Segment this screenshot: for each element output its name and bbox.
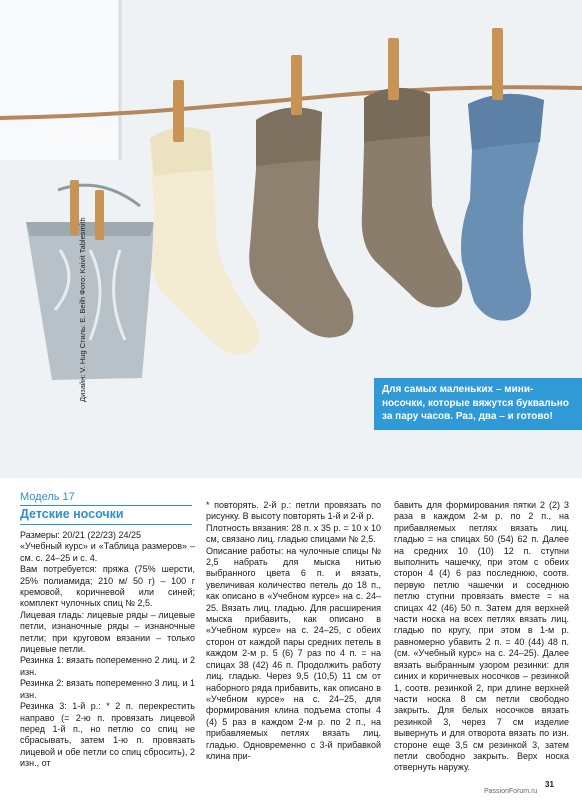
paragraph: бавить для формирования пятки 2 (2) 3 раза в каждом 2-м р. по 2 п., на прибавляемых петлях вязать лиц. гладью = на спицах 50 (54) 62 п. Далее на средних 10 (10) 12 п. ступни выполнить чашечку, при этом с обеих сторон 4 (4) 6 раз последнюю, соотв. первую петлю чашечки и соседнюю петлю ступни провязать вместе = на спицах 42 (46) 50 п. Затем для верхней части носка на всех петлях вязать лиц. гладью по кругу, при этом в 1-м р. равномерно убавить 2 п. = 40 (44) 48 п. (см. «Учебный курс» на с. 24–25). Далее вязать выбранным узором резинки: для синих и коричневых носочков – резинкой 1, соотв. резинкой 2, при длине верхней части носка 8 см петли свободно закрыть. Для белых носочков вязать резинкой 3, через 7 см изделие вывернуть и для отворота вязать по изн. стороне еще 3,5 см резинкой 3, затем петли свободно закрыть. Верх носка отвернуть наружу. (394, 500, 569, 773)
photo-caption: Для самых маленьких – мини-носочки, которые вяжутся буквально за пару часов. Раз, два – и готово! (374, 378, 582, 430)
paragraph: Резинка 1: вязать попеременно 2 лиц. и 2 изн. (20, 655, 195, 677)
paragraph: * повторять. 2-й р.: петли провязать по рисунку. В высоту повторять 1-й и 2-й р. (206, 500, 381, 522)
title-divider-bottom (20, 524, 192, 525)
paragraph: Плотность вязания: 28 п. х 35 р. = 10 х 10 см, связано лиц. гладью спицами № 2,5. (206, 522, 381, 545)
watermark: PassionForum.ru (484, 788, 538, 795)
paragraph: Описание работы: на чулочные спицы № 2,5 набрать для мыска нитью выбранного цвета 6 п. и вязать, увеличивая количество петель до 18 п., как описано в «Учебном курсе» на с. 24–25. Вязать лиц. гладью. Для расширения мыска прибавить, как описано в «Учебном курсе» на с. 24–25, с обеих сторон от каждой пары средних петель в каждом 2-м р. 5 (6) 7 раз по 4 п. = на спицах 38 (42) 46 п. Продолжить работу лиц. гладью. Через 9,5 (10,5) 11 см от наборного ряда прибавить, как описано в «Учебном курсе» на с. 24–25, для формирования клина подъема стопы 4 (4) 5 раз в каждом 2-м р. по 2 п., на прибавляемых петлях вязать лиц. гладью. Одновременно с 3-й прибавкой клина при- (206, 545, 381, 761)
paragraph: Вам потребуется: пряжа (75% шерсти, 25% полиамида; 210 м/ 50 г) – 100 г кремовой, коричневой или синей; комплект чулочных спиц № 2,5. (20, 564, 195, 609)
column-3 (394, 500, 569, 774)
article-title: Детские носочки (20, 507, 124, 521)
paragraph: «Учебный курс» и «Таблица размеров» – см. с. 24–25 и с. 4. (20, 541, 195, 563)
paragraph: Лицевая гладь: лицевые ряды – лицевые петли, изнаночные ряды – изнаночные петли; при круговом вязании – только лицевые петли. (20, 609, 195, 655)
paragraph: Размеры: 20/21 (22/23) 24/25 (20, 530, 141, 540)
column-2 (206, 500, 381, 762)
title-divider-top (20, 505, 192, 506)
model-label: Модель 17 (20, 491, 75, 503)
page-number: 31 (545, 780, 554, 789)
paragraph: Резинка 3: 1-й р.: * 2 п. перекрестить направо (= 2-ю п. провязать лицевой перед 1-й п., но петлю со спиц не сбрасывать, затем 1-ю п. провязать лицевой и обе петли со спиц сбросить), 2 изн., от (20, 701, 195, 769)
paragraph: Резинка 2: вязать попеременно 3 лиц. и 1 изн. (20, 678, 195, 700)
photo-credit: Дизайн: V. Hug Стиль: E. Beilh Фото: Kaivit Tablesmith (78, 217, 87, 402)
column-1 (20, 530, 195, 770)
